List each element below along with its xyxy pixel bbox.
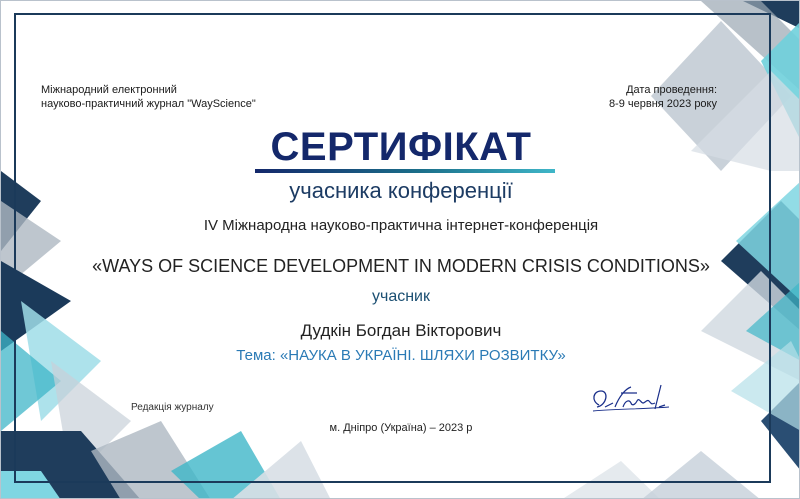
journal-line-1: Міжнародний електронний xyxy=(41,84,177,96)
participant-name: Дудкін Богдан Вікторович xyxy=(300,321,502,340)
editorial-board-label: Редакція журналу xyxy=(131,402,214,413)
journal-name xyxy=(41,83,256,111)
date-label: Дата проведення: xyxy=(626,84,717,96)
journal-line-2: науково-практичний журнал "WayScience" xyxy=(41,98,256,110)
date-value: 8-9 червня 2023 року xyxy=(608,98,717,110)
conference-name: «WAYS OF SCIENCE DEVELOPMENT IN MODERN CRISIS CONDITIONS» xyxy=(92,256,710,276)
participant-role: учасник xyxy=(371,288,430,305)
title-underline xyxy=(255,169,555,173)
conference-description: IV Міжнародна науково-практична інтернет-конференція xyxy=(203,217,599,234)
certificate-subtitle: учасника конференції xyxy=(289,178,513,203)
city-year: м. Дніпро (Україна) – 2023 р xyxy=(329,422,473,434)
signature-icon xyxy=(585,379,675,419)
event-date xyxy=(609,83,717,111)
participant-theme: Тема: «НАУКА В УКРАЇНІ. ШЛЯХИ РОЗВИТКУ» xyxy=(236,347,566,364)
certificate-title: СЕРТИФІКАТ xyxy=(270,125,532,169)
